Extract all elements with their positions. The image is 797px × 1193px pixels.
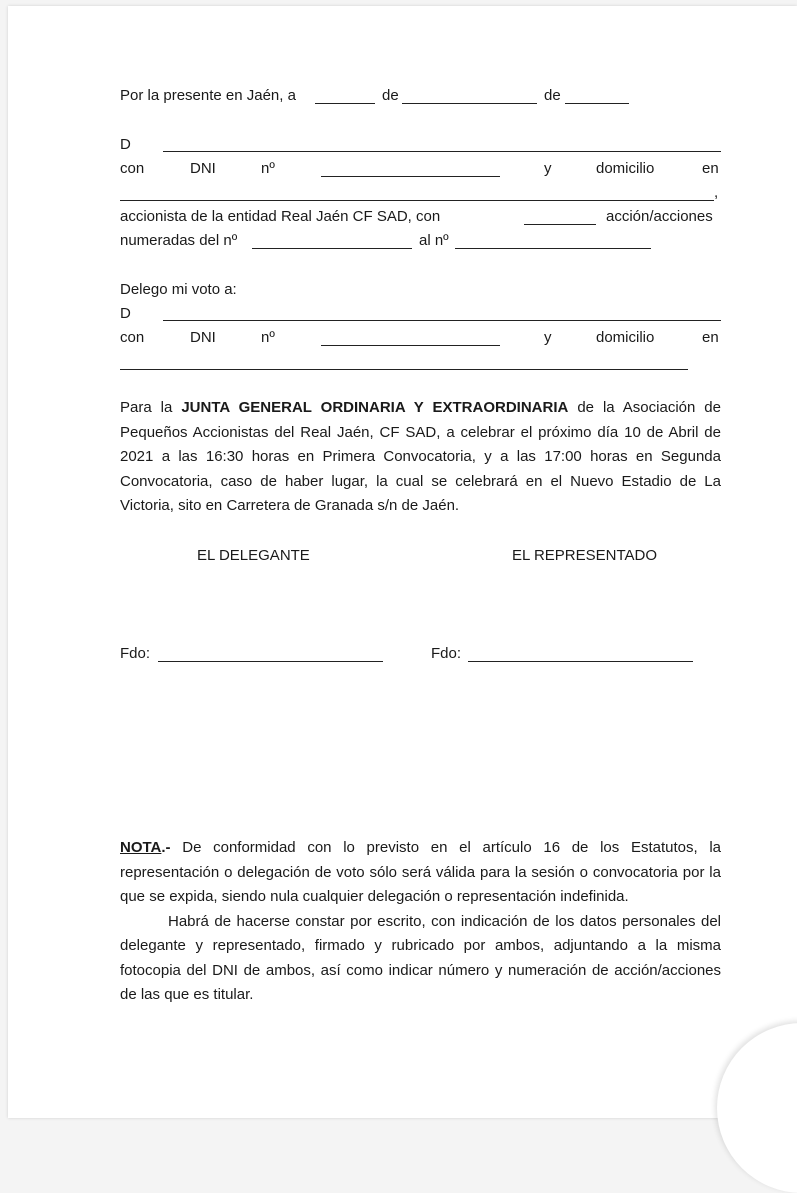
grantor-y: y xyxy=(544,160,552,177)
delegate-y: y xyxy=(544,329,552,346)
grantor-comma: , xyxy=(714,184,719,201)
grantor-d-label: D xyxy=(120,136,131,153)
grantor-con: con xyxy=(120,160,145,177)
delegante-signature-blank[interactable] xyxy=(158,661,383,662)
delegate-con: con xyxy=(120,329,145,346)
nota-paragraph-2: Habrá de hacerse constar por escrito, con indicación de los datos personales del delegante y representado, firmado y rubricado por ambos, adjuntando a la misma fotocopia del DNI de ambos, así como indicar número y numeración de acción/acciones de las que es titular. xyxy=(120,912,721,1003)
header-de-1: de xyxy=(382,87,399,104)
representado-signature-blank[interactable] xyxy=(468,661,693,662)
grantor-dni: DNI xyxy=(190,160,216,177)
delegate-address-blank[interactable] xyxy=(120,369,688,370)
grantor-shareholder-text: accionista de la entidad Real Jaén CF SAD, con xyxy=(120,208,441,225)
delegate-d-label: D xyxy=(120,305,131,322)
fdo-right-label: Fdo: xyxy=(431,645,462,662)
shares-to-blank[interactable] xyxy=(455,248,651,249)
grantor-domicilio: domicilio xyxy=(596,160,655,177)
meeting-pre: Para la xyxy=(120,399,182,416)
meeting-paragraph xyxy=(120,396,721,519)
grantor-no: nº xyxy=(261,160,275,177)
delegante-heading: EL DELEGANTE xyxy=(197,547,310,564)
shares-count-blank[interactable] xyxy=(524,224,596,225)
fdo-left-label: Fdo: xyxy=(120,645,151,662)
meeting-body: de la Asociación de Pequeños Accionistas del Real Jaén, CF SAD, a celebrar el próximo día 10 de Abril de 2021 a las 16:30 horas en Primera Convocatoria, y a las 17:00 horas en Segunda Convocatoria, caso de haber lugar, la cual se celebrará en el Nuevo Estadio de La Victoria, sito en Carretera de Granada s/n de Jaén. xyxy=(120,399,721,514)
grantor-en: en xyxy=(702,160,719,177)
document-page xyxy=(8,6,797,1118)
day-blank[interactable] xyxy=(315,103,375,104)
nota-dash: .- xyxy=(161,839,171,856)
header-de-2: de xyxy=(544,87,561,104)
grantor-numbered-from: numeradas del nº xyxy=(120,232,238,249)
delegate-intro: Delego mi voto a: xyxy=(120,281,237,298)
nota-title: NOTA xyxy=(120,839,162,856)
year-blank[interactable] xyxy=(565,103,629,104)
delegate-dni: DNI xyxy=(190,329,216,346)
grantor-dni-blank[interactable] xyxy=(321,176,500,177)
representado-heading: EL REPRESENTADO xyxy=(512,547,658,564)
meeting-title: JUNTA GENERAL ORDINARIA Y EXTRAORDINARIA xyxy=(181,399,569,416)
shares-from-blank[interactable] xyxy=(252,248,412,249)
nota-section xyxy=(120,836,721,1008)
nota-paragraph-1 xyxy=(120,836,721,910)
delegate-dni-blank[interactable] xyxy=(321,345,500,346)
delegate-en: en xyxy=(702,329,719,346)
delegate-no: nº xyxy=(261,329,275,346)
grantor-address-blank[interactable] xyxy=(120,200,714,201)
grantor-numbered-to: al nº xyxy=(419,232,449,249)
page-curl-corner xyxy=(717,1023,797,1193)
header-prefix: Por la presente en Jaén, a xyxy=(120,87,296,104)
month-blank[interactable] xyxy=(402,103,537,104)
grantor-name-blank[interactable] xyxy=(163,151,721,152)
delegate-domicilio: domicilio xyxy=(596,329,655,346)
delegate-name-blank[interactable] xyxy=(163,320,721,321)
grantor-shares-label: acción/acciones xyxy=(606,208,713,225)
nota-text-1: De conformidad con lo previsto en el artículo 16 de los Estatutos, la representación o delegación de voto sólo será válida para la sesión o convocatoria por la que se expida, siendo nula cualquier delegación o representación indefinida. xyxy=(120,839,721,905)
